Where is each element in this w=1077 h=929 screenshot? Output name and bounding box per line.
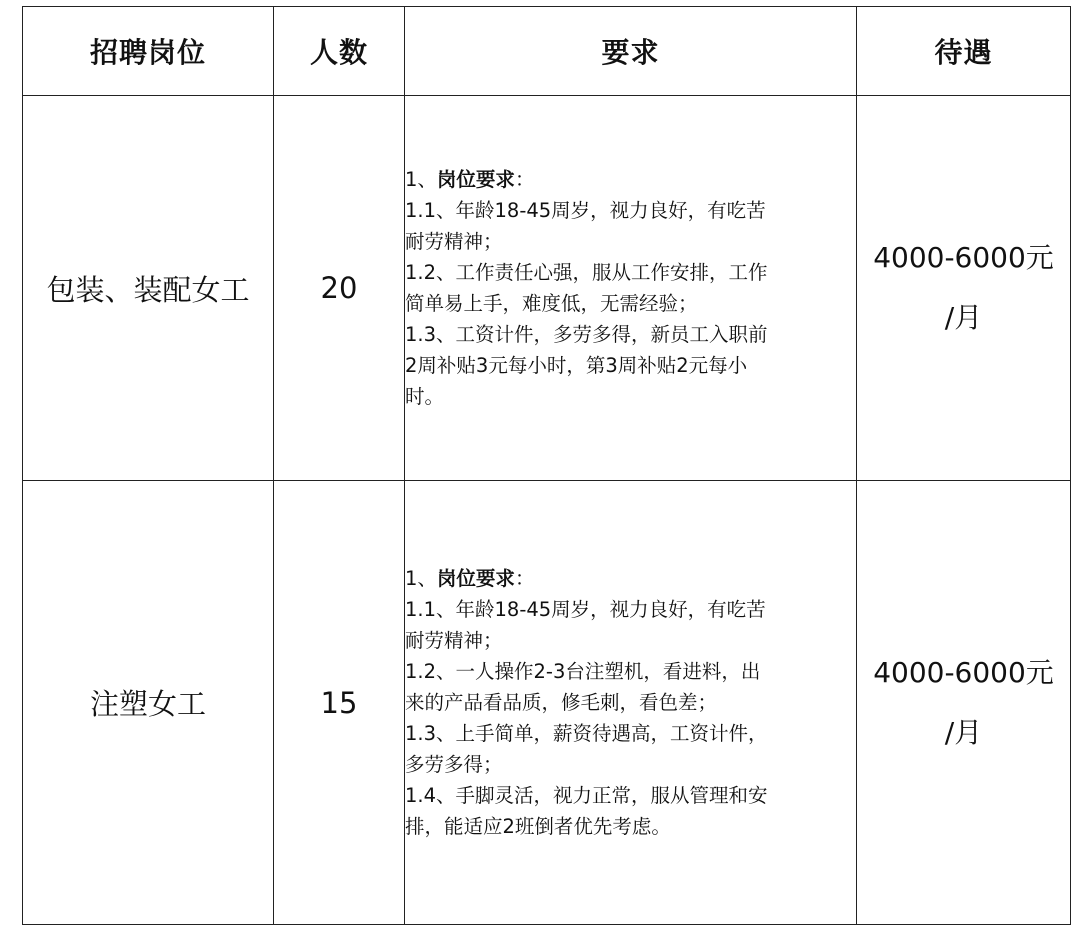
table-row (23, 96, 1071, 481)
header-requirements: 要求 (405, 7, 857, 96)
pay-amount: 4000-6000元 (873, 655, 1054, 689)
count-cell: 15 (274, 481, 405, 925)
header-row (23, 7, 1071, 96)
requirements-line: 时。 (405, 385, 445, 408)
requirements-heading: 1、岗位要求： (405, 567, 535, 590)
count-cell: 20 (274, 96, 405, 481)
position-cell: 注塑女工 (23, 481, 274, 925)
requirements-line: 1.2、工作责任心强，服从工作安排，工作 (405, 261, 768, 284)
requirements-line: 1.1、年龄18-45周岁，视力良好，有吃苦 (405, 199, 766, 222)
requirements-cell (405, 96, 857, 481)
header-pay: 待遇 (857, 7, 1071, 96)
requirements-heading: 1、岗位要求： (405, 168, 535, 191)
requirements-line: 1.3、上手简单，薪资待遇高，工资计件， (405, 722, 768, 745)
pay-cell (857, 96, 1071, 481)
requirements-line: 来的产品看品质，修毛刺，看色差； (405, 691, 718, 714)
requirements-line: 多劳多得； (405, 753, 503, 776)
pay-unit: /月 (944, 715, 983, 749)
requirements-line: 1.3、工资计件，多劳多得，新员工入职前 (405, 323, 768, 346)
requirements-line: 简单易上手，难度低，无需经验； (405, 292, 698, 315)
requirements-line: 1.1、年龄18-45周岁，视力良好，有吃苦 (405, 598, 766, 621)
pay-unit: /月 (944, 301, 983, 334)
requirements-line: 排，能适应2班倒者优先考虑。 (405, 815, 671, 838)
requirements-line: 1.4、手脚灵活，视力正常，服从管理和安 (405, 784, 768, 807)
requirements-line: 耐劳精神； (405, 629, 503, 652)
pay-cell (857, 481, 1071, 925)
requirements-line: 2周补贴3元每小时，第3周补贴2元每小 (405, 354, 748, 377)
requirements-line: 1.2、一人操作2-3台注塑机，看进料，出 (405, 660, 761, 683)
recruitment-table (22, 6, 1071, 925)
pay-amount: 4000-6000元 (873, 241, 1054, 274)
position-cell: 包装、装配女工 (23, 96, 274, 481)
table-row (23, 481, 1071, 925)
requirements-cell (405, 481, 857, 925)
requirements-line: 耐劳精神； (405, 230, 503, 253)
header-position: 招聘岗位 (23, 7, 274, 96)
header-count: 人数 (274, 7, 405, 96)
